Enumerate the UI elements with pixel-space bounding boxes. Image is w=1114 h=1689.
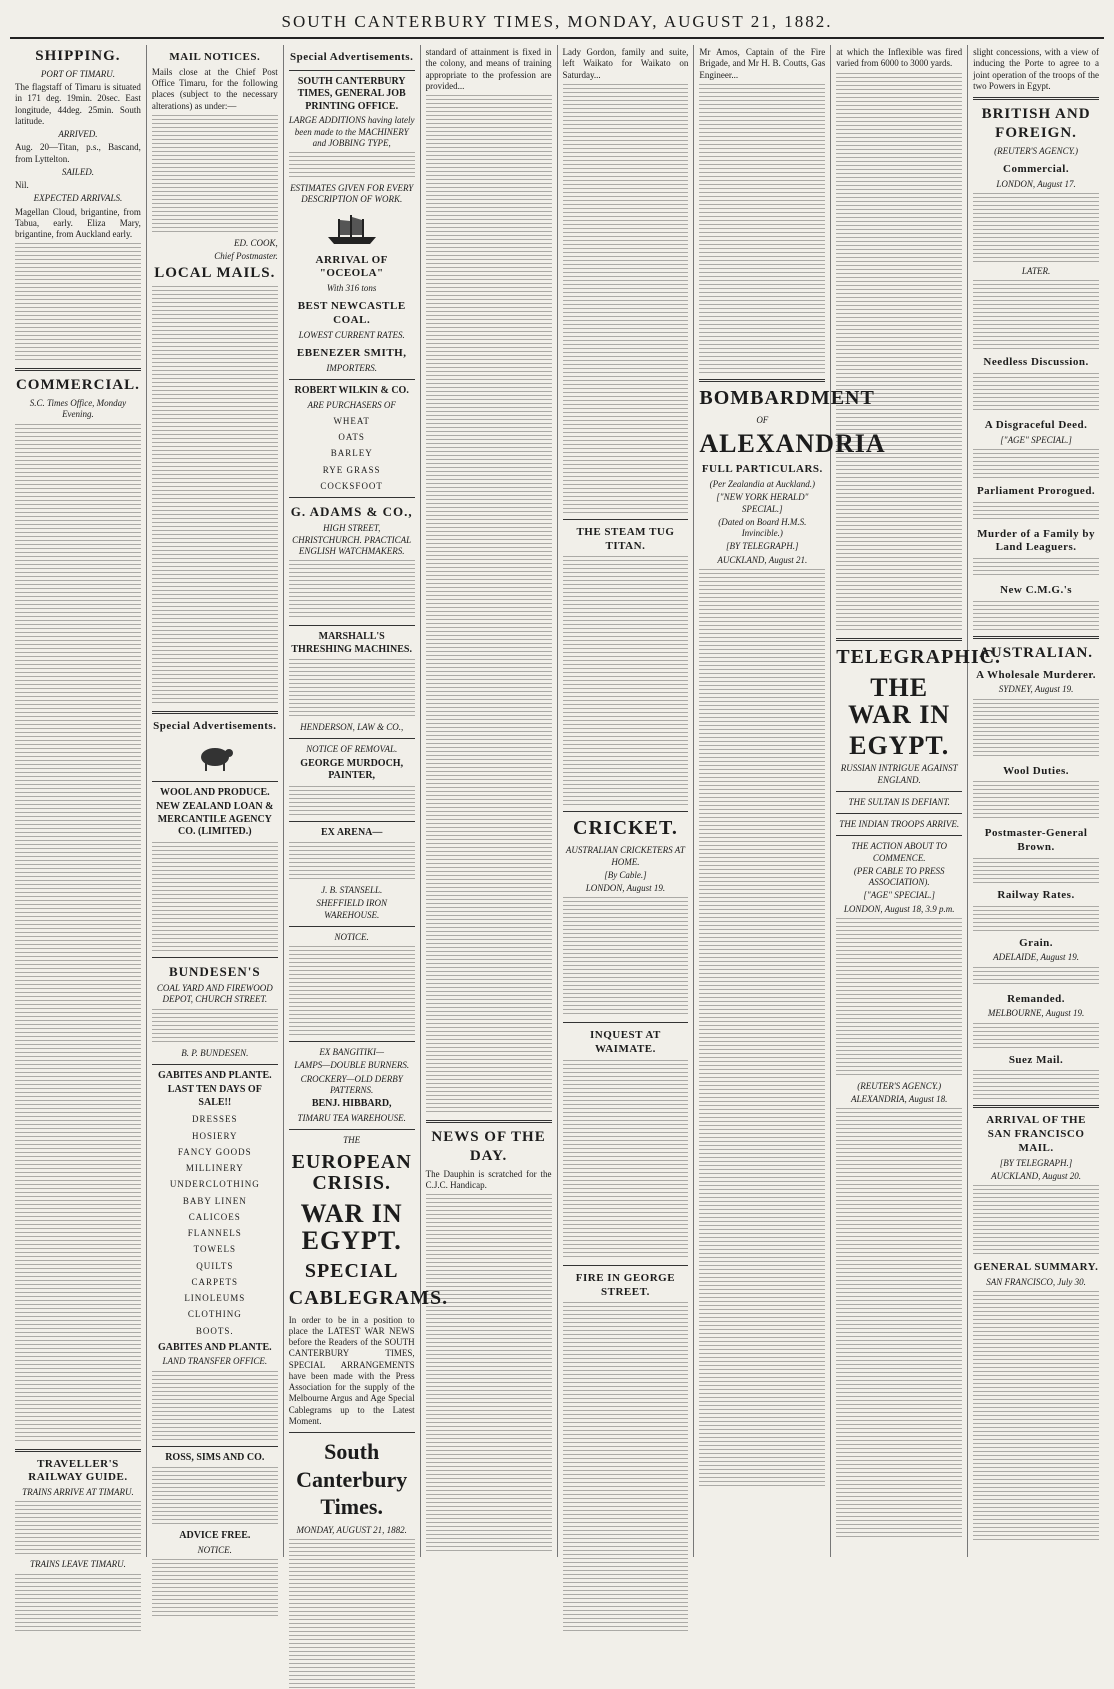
printing-office-ad [289, 70, 415, 206]
stansell-text: J. B. STANSELL. [321, 885, 383, 895]
estimates-text: ESTIMATES GIVEN FOR EVERY DESCRIPTION OF WORK. [290, 183, 414, 205]
banjo-heading: EX BANGITIKI— [319, 1047, 385, 1057]
local-mails-body [152, 286, 278, 706]
sale-item: LINOLEUMS [184, 1293, 246, 1303]
commercial-sub: S.C. Times Office, Monday Evening. [29, 398, 127, 420]
mail-heading: MAIL NOTICES. [169, 51, 261, 63]
murder-heading: Murder of a Family by Land Leaguers. [977, 527, 1095, 554]
murder-body [973, 558, 1099, 578]
sale-item: FLANNELS [187, 1228, 242, 1238]
alexandria-date: ALEXANDRIA, August 18. [851, 1094, 948, 1105]
expected-heading: EXPECTED ARRIVALS. [33, 193, 123, 204]
remanded-body [973, 1023, 1099, 1048]
wilkin-ad [289, 379, 415, 492]
divider [973, 636, 1099, 639]
railway-heading: Railway Rates. [997, 888, 1075, 901]
trains-arrive-body [15, 1501, 141, 1556]
war-body [836, 918, 962, 1078]
auckland-20: AUCKLAND, August 20. [991, 1170, 1081, 1181]
postmaster-heading: Postmaster-General Brown. [984, 827, 1088, 853]
trains-arrive-heading: TRAINS ARRIVE AT TIMARU. [22, 1487, 134, 1497]
col7-body [836, 73, 962, 633]
news-first-item: The Dauphin is scratched for the C.J.C. Handicap. [425, 1168, 552, 1190]
column-4 [421, 45, 558, 1557]
grain-body [973, 967, 1099, 987]
european-crisis-heading: EUROPEAN CRISIS. [291, 1151, 412, 1194]
fire-body [563, 1302, 689, 1632]
reuters-agency: (REUTER'S AGENCY.) [994, 145, 1079, 156]
bundesen-heading: BUNDESEN'S [168, 963, 261, 979]
age-special: ["AGE" SPECIAL.] [1000, 434, 1072, 445]
divider [973, 97, 1099, 100]
sale-items-list [152, 1114, 278, 1337]
parliament-heading: Parliament Prorogued. [976, 484, 1096, 497]
herald-special: ["NEW YORK HERALD" SPECIAL.] [716, 492, 809, 514]
per-zealandia: (Per Zealandia at Auckland.) [709, 479, 815, 490]
col7-intro: at which the Inflexible was fired varied from 6000 to 3000 yards. [836, 47, 963, 69]
arena-heading: EX ARENA— [320, 826, 383, 838]
divider [152, 711, 278, 714]
news-body [426, 1194, 552, 1554]
wilkin-heading: ROBERT WILKIN & CO. [294, 385, 409, 396]
sultan-heading: THE SULTAN IS DEFIANT. [848, 796, 950, 807]
sf-mail-body [973, 1185, 1099, 1255]
cricket-heading: CRICKET. [573, 817, 678, 840]
bundesen-sub: COAL YARD AND FIREWOOD DEPOT, CHURCH STREET. [156, 983, 273, 1005]
sale-item: FANCY GOODS [177, 1146, 252, 1157]
remanded-heading: Remanded. [1007, 992, 1066, 1005]
new-cmg-body [973, 601, 1099, 631]
bundesen-body [152, 1009, 278, 1045]
commercial-body [15, 424, 141, 1444]
ross-heading: ROSS, SIMS AND CO. [165, 1451, 265, 1463]
special-ads-heading: Special Advertisements. [290, 51, 414, 63]
local-mails-heading: LOCAL MAILS. [154, 265, 276, 282]
bundesen-ad [152, 957, 278, 1059]
cricket-body [563, 897, 689, 1017]
nz-loan-heading: NEW ZEALAND LOAN & MERCANTILE AGENCY CO. (LIMITED.) [156, 801, 274, 838]
adams-sub: HIGH STREET, CHRISTCHURCH. PRACTICAL ENGLISH WATCHMAKERS. [292, 523, 412, 556]
suez-heading: Suez Mail. [1008, 1053, 1064, 1066]
grain-item: RYE GRASS [322, 464, 381, 475]
sf-date: SAN FRANCISCO, July 30. [986, 1276, 1086, 1287]
telegraphic-heading: TELEGRAPHIC. [836, 645, 1002, 668]
col5-intro: Lady Gordon, family and suite, left Waikato for Waikato on Saturday... [562, 47, 689, 80]
dated-text: (Dated on Board H.M.S. Invincible.) [718, 516, 807, 539]
action-heading: THE ACTION ABOUT TO COMMENCE. [851, 841, 947, 863]
large-additions-text: LARGE ADDITIONS having lately been made to the MACHINERY and JOBBING TYPE, [288, 115, 415, 148]
sale-item: QUILTS [196, 1260, 234, 1271]
shipping-heading: SHIPPING. [35, 48, 121, 64]
trains-leave-heading: TRAINS LEAVE TIMARU. [30, 1559, 126, 1570]
removal-heading: NOTICE OF REMOVAL. [306, 744, 398, 755]
london-date: LONDON, August 18, 3.9 p.m. [843, 903, 955, 914]
column-3 [284, 45, 449, 1557]
sailed-text: Nil. [15, 180, 29, 190]
full-particulars-heading: FULL PARTICULARS. [701, 463, 823, 476]
australian-heading: AUSTRALIAN. [979, 644, 1094, 661]
murdoch-body [289, 786, 415, 816]
grain-item: OATS [338, 432, 365, 442]
sheffield-text: SHEFFIELD IRON WAREHOUSE. [316, 898, 388, 920]
notice-heading: NOTICE. [197, 1544, 232, 1555]
arrived-text: Aug. 20—Titan, p.s., Bascand, from Lyttelton. [15, 142, 141, 164]
arena-ad [289, 821, 415, 921]
divider [563, 1265, 689, 1266]
needless-heading: Needless Discussion. [983, 356, 1089, 368]
adams-body [289, 560, 415, 620]
printing-body [289, 152, 415, 180]
commercial-heading: Commercial. [1003, 162, 1070, 175]
sale-item: BABY LINEN [182, 1195, 247, 1206]
sale-item: CARPETS [191, 1276, 239, 1287]
editorial-continued [426, 95, 552, 1115]
divider [15, 1449, 141, 1452]
ross-ad [152, 1446, 278, 1619]
grain-item: WHEAT [333, 415, 370, 426]
sale-item: CLOTHING [187, 1309, 242, 1320]
suez-body [973, 1070, 1099, 1100]
war-in-heading: THE WAR IN [848, 672, 951, 729]
column-8 [968, 45, 1104, 1557]
disgraceful-heading: A Disgraceful Deed. [984, 418, 1088, 431]
russian-heading: RUSSIAN INTRIGUE AGAINST ENGLAND. [840, 763, 958, 785]
divider [289, 1129, 415, 1130]
grain-item: COCKSFOOT [320, 480, 383, 491]
adams-ad [289, 497, 415, 620]
land-transfer-body [152, 1371, 278, 1441]
notice-ad [289, 926, 415, 1036]
col5-body [563, 84, 689, 514]
divider [836, 791, 962, 792]
advice-heading: ADVICE FREE. [179, 1530, 251, 1541]
gabites-ad [152, 1064, 278, 1441]
by-telegraph: [BY TELEGRAPH.] [999, 1157, 1073, 1168]
inquest-body [563, 1060, 689, 1260]
marshall-ad [289, 625, 415, 733]
lowest-rates: LOWEST CURRENT RATES. [298, 329, 405, 340]
col6-intro: Mr Amos, Captain of the Fire Brigade, and Mr H. B. Coutts, Gas Engineer... [699, 47, 826, 80]
special-heading: SPECIAL [304, 1259, 399, 1282]
ross-body [152, 1467, 278, 1527]
london-date: LONDON, August 19. [585, 883, 666, 893]
auckland-date: AUCKLAND, August 21. [717, 554, 808, 565]
oceola-heading: ARRIVAL OF "OCEOLA" [315, 253, 388, 280]
mail-body [152, 115, 278, 235]
arena-body [289, 842, 415, 882]
removal-ad [289, 738, 415, 815]
adams-heading: G. ADAMS & CO., [290, 504, 413, 519]
commercial-body [973, 193, 1099, 263]
mail-signature-title: Chief Postmaster. [214, 251, 278, 261]
oceola-sub: With 316 tons [326, 283, 377, 293]
col6-body [699, 84, 825, 374]
war-in-egypt-heading: WAR IN EGYPT. [300, 1199, 403, 1256]
indian-heading: THE INDIAN TROOPS ARRIVE. [839, 819, 960, 830]
divider [426, 1120, 552, 1123]
bundesen-signature: B. P. BUNDESEN. [181, 1047, 249, 1058]
divider [563, 811, 689, 812]
melbourne-date: MELBOURNE, August 19. [987, 1008, 1085, 1019]
reuters-agency: (REUTER'S AGENCY.) [857, 1080, 942, 1091]
per-cable: (PER CABLE TO PRESS ASSOCIATION). [853, 865, 945, 888]
ebenezer-heading: EBENEZER SMITH, [296, 347, 407, 359]
steam-tug-heading: THE STEAM TUG TITAN. [576, 525, 675, 552]
cablegrams-heading: CABLEGRAMS. [288, 1286, 449, 1309]
newcastle-heading: BEST NEWCASTLE COAL. [297, 300, 406, 326]
sale-item: HOSIERY [192, 1130, 238, 1141]
sydney-date: SYDNEY, August 19. [998, 684, 1074, 695]
sale-item: TOWELS [193, 1244, 236, 1255]
notice-body [289, 946, 415, 1036]
columns [10, 45, 1104, 1570]
notice-body [152, 1559, 278, 1619]
bombardment-body [699, 569, 825, 1489]
trains-leave-body [15, 1574, 141, 1634]
divider [15, 368, 141, 371]
wool-body [152, 842, 278, 952]
times-banner: South Canterbury Times. [296, 1439, 408, 1520]
disgraceful-body [973, 449, 1099, 479]
purchasers-text: ARE PURCHASERS OF [307, 399, 396, 410]
sale-item: CALICOES [188, 1211, 241, 1222]
column-5 [558, 45, 695, 1557]
alexandria-heading: ALEXANDRIA [699, 429, 886, 458]
age-special: ["AGE" SPECIAL.] [863, 890, 935, 901]
adelaide-date: ADELAIDE, August 19. [993, 952, 1079, 963]
sale-item: DRESSES [192, 1114, 238, 1125]
cablegrams-text: In order to be in a position to place the LATEST WAR NEWS before the Readers of the SOUTH CANTERBURY TIMES, SPECIAL ARRANGEMENTS have been made with the Press Association for the supply of the Melbourne Argus and Age Special Cablegrams up to the Latest Moment. [288, 1314, 415, 1426]
wholesale-body [973, 699, 1099, 759]
needless-body [973, 373, 1099, 413]
news-of-day-heading: NEWS OF THE DAY. [431, 1129, 546, 1164]
divider [563, 1022, 689, 1023]
wool-duties-body [973, 781, 1099, 821]
port-heading: PORT OF TIMARU. [40, 68, 115, 79]
column-1 [10, 45, 147, 1570]
flagstaff-text: The flagstaff of Timaru is situated in 171 deg. 19min. 20sec. East longitude, 44deg. 25min. South latitude. [15, 82, 141, 126]
cricket-sub: AUSTRALIAN CRICKETERS AT HOME. [565, 845, 685, 867]
times-date: MONDAY, AUGUST 21, 1882. [296, 1524, 407, 1535]
egypt-heading: EGYPT. [849, 731, 950, 761]
sale-item: BOOTS. [195, 1325, 234, 1336]
ship-icon [289, 210, 415, 248]
parliament-body [973, 502, 1099, 522]
editorial-body [289, 1539, 415, 1689]
expected-text: Magellan Cloud, brigantine, from Tabua, early. Eliza Mary, brigantine, from Auckland early. [15, 206, 141, 239]
hendersons-text: HENDERSON, LAW & CO., [300, 722, 404, 732]
hibbard-heading: BENJ. HIBBARD, [311, 1098, 392, 1109]
mail-signature: ED. COOK, [233, 237, 278, 248]
marshall-heading: MARSHALL'S THRESHING MACHINES. [291, 631, 412, 655]
sheep-icon [152, 738, 278, 776]
crockery-text: CROCKERY—OLD DERBY PATTERNS. [300, 1073, 403, 1095]
sale-item: MILLINERY [185, 1163, 244, 1173]
printing-office-heading: SOUTH CANTERBURY TIMES, GENERAL JOB PRINTING OFFICE. [297, 75, 406, 112]
marshall-body [289, 659, 415, 719]
murdoch-heading: GEORGE MURDOCH, PAINTER, [300, 757, 404, 781]
masthead: SOUTH CANTERBURY TIMES, MONDAY, AUGUST 21, 1882. [10, 8, 1104, 39]
travellers-heading: TRAVELLER'S RAILWAY GUIDE. [28, 1457, 128, 1484]
london-17: LONDON, August 17. [996, 178, 1076, 189]
by-cable: [By Cable.] [604, 869, 647, 880]
last-ten-heading: LAST TEN DAYS OF SALE!! [167, 1084, 262, 1108]
arrived-heading: ARRIVED. [58, 129, 98, 139]
new-cmg-heading: New C.M.G.'s [1000, 584, 1073, 596]
divider [836, 638, 962, 641]
sf-mail-heading: ARRIVAL OF THE SAN FRANCISCO MAIL. [986, 1114, 1086, 1154]
british-foreign-heading: BRITISH AND FOREIGN. [981, 106, 1091, 141]
grain-heading: Grain. [1019, 936, 1053, 949]
mail-text: Mails close at the Chief Post Office Timaru, for the following places (subject to the necessary alterations) as under:— [151, 66, 278, 111]
wholesale-heading: A Wholesale Murderer. [976, 668, 1097, 681]
general-summary-body [973, 1291, 1099, 1541]
divider [973, 1105, 1099, 1108]
postmaster-body [973, 858, 1099, 883]
the-text: THE [343, 1134, 361, 1145]
land-transfer-heading: LAND TRANSFER OFFICE. [162, 1356, 268, 1367]
divider [699, 379, 825, 382]
later-body [973, 280, 1099, 350]
importers-text: IMPORTERS. [326, 362, 378, 373]
commercial-heading: COMMERCIAL. [15, 377, 140, 394]
gabites-heading: GABITES AND PLANTE. [157, 1069, 272, 1081]
col8-intro: slight concessions, with a view of inducing the Porte to agree to a joint operation of the troops of the two Powers in Egypt. [973, 47, 1099, 91]
wool-duties-heading: Wool Duties. [1003, 764, 1070, 777]
inquest-heading: INQUEST AT WAIMATE. [589, 1029, 661, 1055]
railway-body [973, 906, 1099, 931]
wool-heading: WOOL AND PRODUCE. [159, 786, 270, 798]
sailed-heading: SAILED. [61, 166, 95, 177]
gabites-heading-2: GABITES AND PLANTE. [157, 1341, 272, 1353]
divider [836, 813, 962, 814]
special-ads-heading: Special Advertisements. [153, 720, 277, 732]
column-7 [831, 45, 1002, 1557]
fire-heading: FIRE IN GEORGE STREET. [575, 1271, 676, 1298]
sale-item: UNDERCLOTHING [169, 1179, 260, 1190]
notice-heading: NOTICE. [334, 931, 369, 942]
wool-ad [152, 781, 278, 952]
of-text: OF [756, 414, 769, 425]
divider [289, 1432, 415, 1433]
divider [563, 519, 689, 520]
tea-text: TIMARU TEA WAREHOUSE. [297, 1112, 406, 1123]
general-summary-heading: GENERAL SUMMARY. [973, 1261, 1099, 1273]
column-2 [147, 45, 284, 1557]
shipping-body [15, 243, 141, 363]
divider [836, 835, 962, 836]
bombardment-heading: BOMBARDMENT [699, 386, 875, 409]
column-6 [694, 45, 886, 1557]
editorial-intro: standard of attainment is fixed in the colony, and means of training appropriate to the profession are provided... [425, 47, 552, 91]
grain-item: BARLEY [330, 448, 373, 459]
hibbard-ad [289, 1041, 415, 1124]
by-telegraph: [BY TELEGRAPH.] [726, 541, 799, 552]
grain-list [289, 416, 415, 492]
alexandria-body [836, 1108, 962, 1538]
steam-tug-body [563, 556, 689, 806]
later-heading: LATER. [1021, 265, 1051, 276]
lamps-text: LAMPS—DOUBLE BURNERS. [294, 1060, 410, 1071]
